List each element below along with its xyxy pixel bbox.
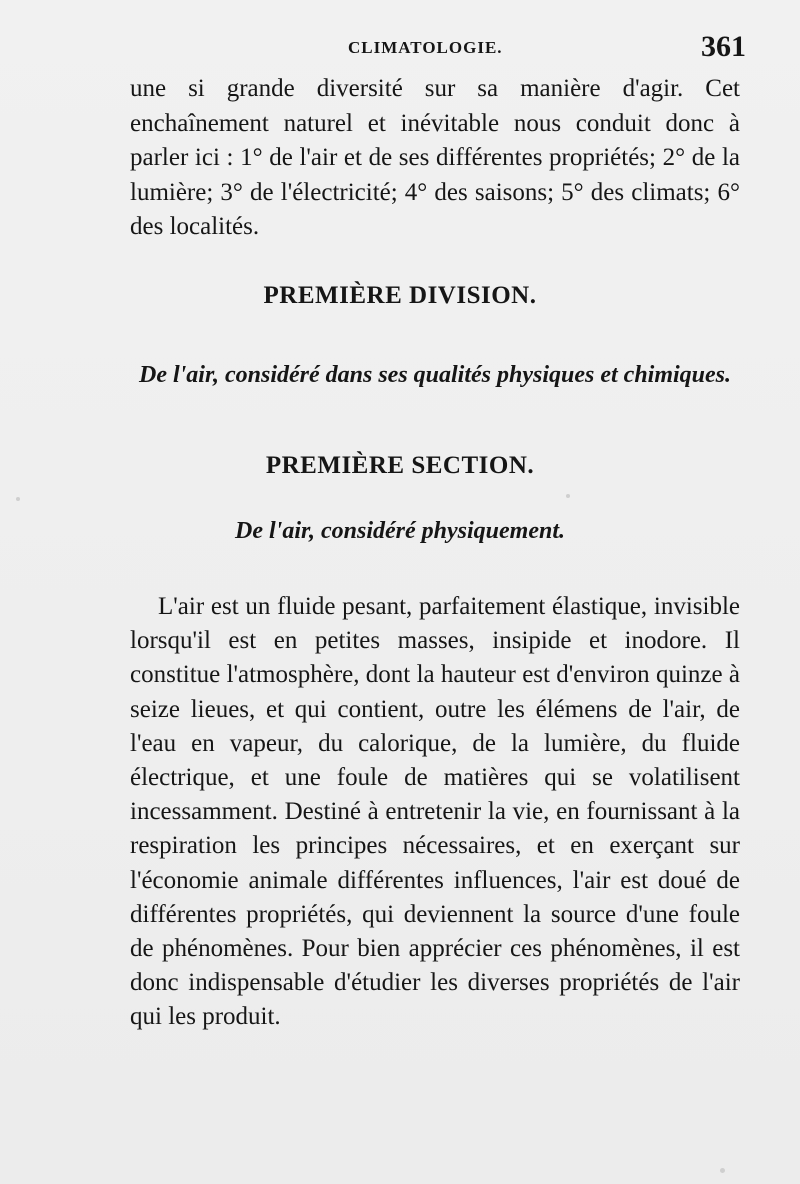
body-paragraph: L'air est un fluide pesant, parfaitement élastique, invisible lorsqu'il est en petites masses, insipide et inodore. Il constitue l'atmosphère, dont la hauteur est d'environ quinze à seize lieues, et qui contient, outre les élémens de l'air, de l'eau en vapeur, du calorique, de la lumière, du fluide électrique, et une foule de matières qui se volatilisent incessamment. Destiné à entretenir la vie, en fournissant à la respiration les principes nécessaires, et en exerçant sur l'économie animale différentes influences, l'air est doué de différentes propriétés, qui deviennent la source d'une foule de phénomènes. Pour bien apprécier ces phénomènes, il est donc indispensable d'étudier les diverses propriétés de l'air qui les produit. bbox=[130, 593, 740, 1031]
running-title: CLIMATOLOGIE. bbox=[348, 38, 503, 57]
division-subheading: De l'air, considéré dans ses qualités physiques et chimiques. bbox=[138, 362, 732, 388]
section-heading: PREMIÈRE SECTION. bbox=[265, 452, 535, 479]
division-heading: PREMIÈRE DIVISION. bbox=[263, 282, 537, 309]
paper-speck bbox=[16, 497, 20, 501]
paper-speck bbox=[720, 1168, 725, 1173]
intro-paragraph: une si grande diversité sur sa manière d'agir. Cet enchaînement naturel et inévitable nous conduit donc à parler ici : 1° de l'air et de ses différentes propriétés; 2° de la lumière; 3° de l'électricité; 4° des saisons; 5° des climats; 6° des localités. bbox=[130, 75, 740, 240]
body-paragraph-block bbox=[130, 590, 740, 1035]
section-subheading: De l'air, considéré physiquement. bbox=[235, 518, 565, 544]
page-number: 361 bbox=[701, 30, 746, 63]
intro-paragraph-block bbox=[130, 72, 740, 245]
paper-speck bbox=[566, 494, 570, 498]
running-head bbox=[0, 30, 800, 70]
